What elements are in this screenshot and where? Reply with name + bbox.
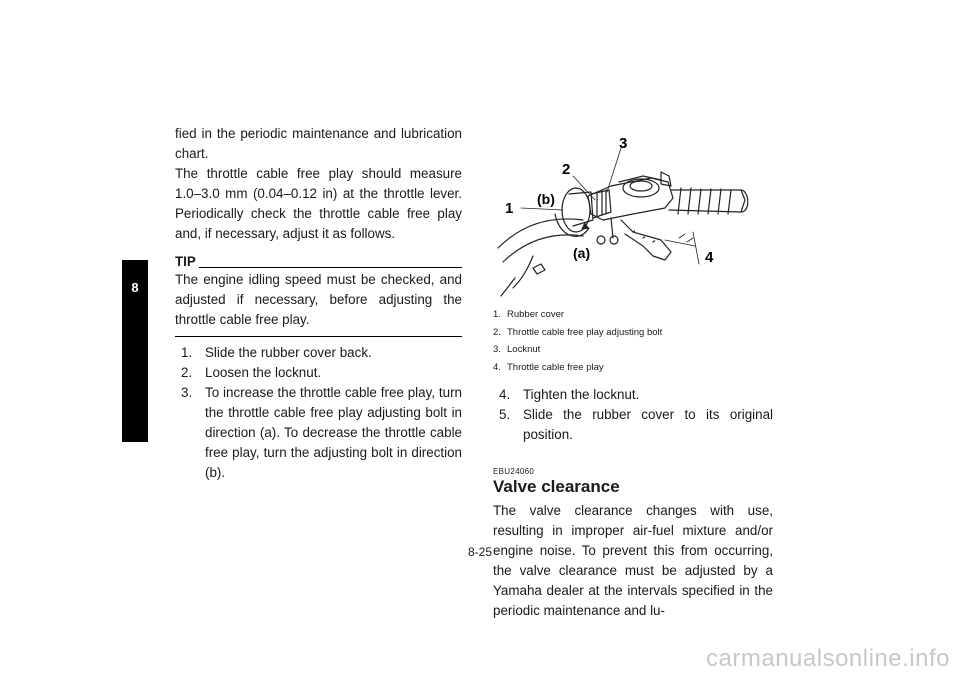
callout-4: 4 <box>705 249 714 266</box>
caption-text: Throttle cable free play adjusting bolt <box>507 326 663 338</box>
callout-b: (b) <box>537 191 555 207</box>
step-text: Slide the rubber cover back. <box>205 345 372 360</box>
caption-number: 3. <box>493 344 501 355</box>
step-number: 4. <box>499 387 511 402</box>
callout-3: 3 <box>619 135 628 152</box>
figure-captions <box>493 306 773 376</box>
adjust-steps-list <box>175 343 462 483</box>
tip-rule <box>199 267 462 268</box>
intro-paragraph-1: fied in the periodic maintenance and lubrication chart. <box>175 126 462 161</box>
caption-item <box>493 359 773 377</box>
left-column <box>175 124 462 483</box>
caption-item <box>493 324 773 342</box>
step-item <box>499 405 773 445</box>
throttle-illustration <box>493 128 773 298</box>
step-item <box>181 363 462 383</box>
section-tab-number: 8 <box>131 280 139 295</box>
caption-text: Throttle cable free play <box>507 361 604 373</box>
section-tab <box>122 260 148 442</box>
tip-text: The engine idling speed must be checked, and adjusted if necessary, before adjusting the throttle cable free play. <box>175 272 462 327</box>
right-column <box>493 385 773 621</box>
step-item <box>181 383 462 483</box>
callout-2: 2 <box>562 161 571 178</box>
caption-number: 4. <box>493 361 501 373</box>
step-number: 5. <box>499 407 511 422</box>
tip-box <box>175 270 462 337</box>
caption-number: 1. <box>493 309 501 320</box>
section-code: EBU24060 <box>493 467 535 476</box>
step-number: 3. <box>181 385 193 400</box>
caption-text: Locknut <box>507 344 541 355</box>
step-number: 2. <box>181 365 193 380</box>
step-item <box>499 385 773 405</box>
callout-a: (a) <box>573 245 591 261</box>
caption-item <box>493 306 773 324</box>
step-number: 1. <box>181 345 193 360</box>
step-item <box>181 343 462 363</box>
caption-item <box>493 341 773 359</box>
final-steps-list <box>493 385 773 445</box>
tip-header <box>175 254 462 270</box>
step-text: Slide the rubber cover to its original position. <box>523 407 773 442</box>
tip-label: TIP <box>175 254 196 269</box>
page-number: 8-25 <box>467 545 493 559</box>
caption-number: 2. <box>493 326 501 338</box>
step-text: Tighten the locknut. <box>523 387 640 402</box>
caption-text: Rubber cover <box>507 309 565 320</box>
intro-paragraph-2: The throttle cable free play should measure 1.0–3.0 mm (0.04–0.12 in) at the throttle lever. Periodically check the throttle cable free play and, if necessary, adjust it as follows. <box>175 166 462 241</box>
step-text: To increase the throttle cable free play, turn the throttle cable free play adjusting bolt in direction (a). To decrease the throttle cable free play, turn the adjusting bolt in direction (b). <box>205 385 462 480</box>
step-text: Loosen the locknut. <box>205 365 322 380</box>
valve-clearance-paragraph: The valve clearance changes with use, resulting in improper air-fuel mixture and/or engine noise. To prevent this from occurring, the valve clearance must be adjusted by a Yamaha dealer at the intervals specified in the periodic maintenance and lu- <box>493 503 773 618</box>
watermark: carmanualsonline.info <box>706 645 950 672</box>
callout-1: 1 <box>505 200 514 217</box>
section-heading: Valve clearance <box>493 477 620 496</box>
